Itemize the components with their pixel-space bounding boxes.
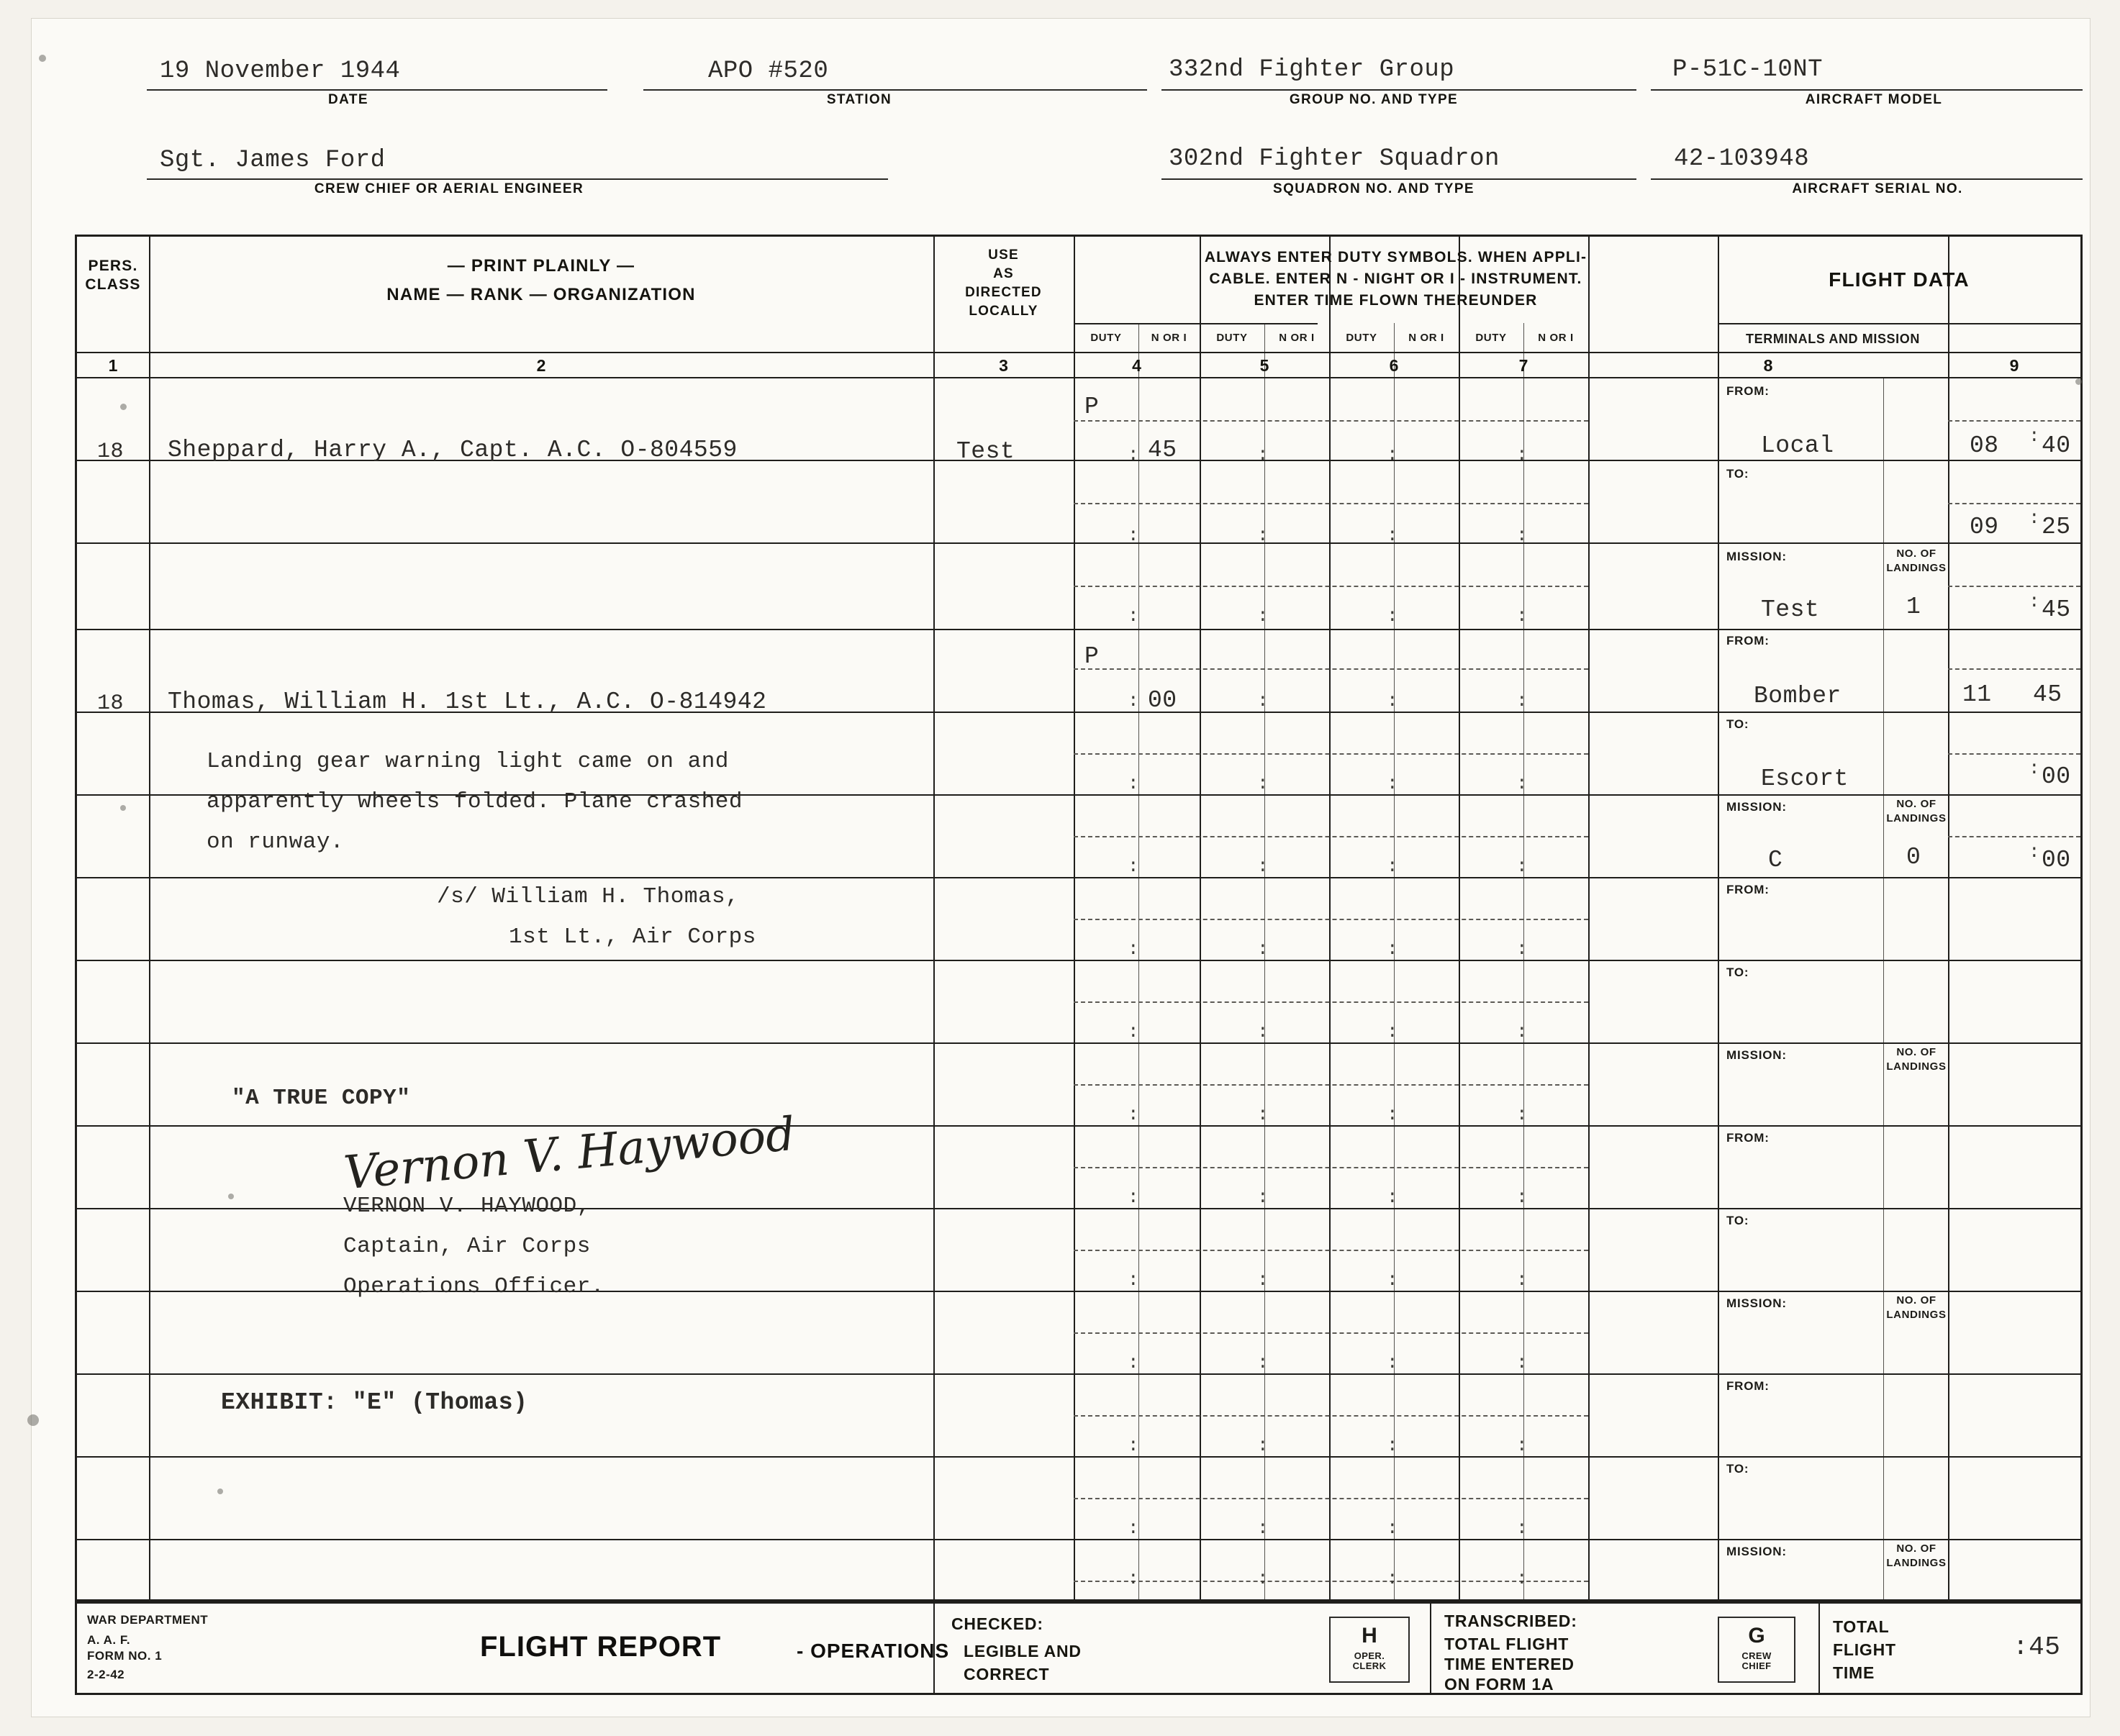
col-header-flight-data: FLIGHT DATA [1829, 268, 1970, 291]
dash-2a [1074, 668, 1588, 670]
entry-2-time-out-min: 45 [2033, 681, 2062, 708]
dash-5c [1074, 1581, 1588, 1582]
label-from-2: FROM: [1726, 634, 1770, 647]
colon-marker: : [1257, 773, 1269, 794]
form-line2: A. A. F. [87, 1633, 131, 1647]
aircraft-model-value: P-51C-10NT [1672, 56, 1824, 83]
label-to-5: TO: [1726, 1462, 1749, 1476]
col-sep-name [933, 237, 935, 1599]
group-value: 332nd Fighter Group [1169, 56, 1455, 83]
row-rule-1b [77, 542, 2080, 544]
colon-marker: : [1387, 1186, 1398, 1208]
remark-line-2: apparently wheels folded. Plane crashed [207, 789, 743, 814]
colon-marker: : [1257, 605, 1269, 627]
form-agency: WAR DEPARTMENT [87, 1613, 209, 1627]
colon-marker: : [1516, 773, 1528, 794]
colon-marker: : [1516, 1186, 1528, 1208]
dust-speck [39, 55, 46, 62]
colon-marker: : [1516, 938, 1528, 960]
entry-1-duty-symbol: P [1084, 394, 1100, 420]
aircraft-model-rule [1651, 89, 2083, 91]
numbers-row-rule [77, 352, 2080, 353]
label-to-2: TO: [1726, 717, 1749, 731]
header-bottom-rule [77, 377, 2080, 378]
form-footer [75, 1601, 2083, 1695]
colon-marker: : [1387, 1269, 1398, 1291]
colon-marker: : [1257, 938, 1269, 960]
colon-marker: : [1516, 1568, 1528, 1589]
col-header-pers-class-l2: CLASS [85, 276, 141, 293]
row-rule-5a [77, 1456, 2080, 1458]
crew-chief-stamp-line-2: CHIEF [1741, 1660, 1772, 1672]
label-landings-5a: NO. OF [1896, 1542, 1936, 1555]
colon-marker: : [1387, 605, 1398, 627]
flightdata-subhead-rule [1718, 323, 2080, 324]
dash-t1 [1948, 420, 2080, 422]
dash-2b [1074, 753, 1588, 755]
colon-marker: : [1387, 938, 1398, 960]
label-landings-1b: LANDINGS [1886, 562, 1947, 574]
col-number-6: 6 [1389, 356, 1399, 375]
colon-marker: : [1128, 1435, 1139, 1456]
colon-marker: : [1387, 1352, 1398, 1373]
entry-2-name: Thomas, William H. 1st Lt., A.C. O-814942 [168, 689, 767, 715]
col-number-8: 8 [1763, 356, 1773, 375]
transcribed-label: TRANSCRIBED: [1444, 1612, 1577, 1630]
col-header-use-l4: LOCALLY [969, 304, 1038, 319]
label-landings-4a: NO. OF [1896, 1294, 1936, 1306]
col-number-5: 5 [1259, 356, 1269, 375]
total-flight-time-line-2: FLIGHT [1833, 1640, 1896, 1659]
certifier-rank: Captain, Air Corps [343, 1234, 591, 1259]
colon-marker: : [1516, 444, 1528, 465]
col-subhead-duty-7: DUTY [1475, 332, 1507, 344]
colon-marker: : [1128, 1568, 1139, 1589]
col-sep-5b [1264, 323, 1265, 1599]
dash-t5 [1948, 753, 2080, 755]
transcribed-line-2: TIME ENTERED [1444, 1655, 1575, 1673]
serial-caption: AIRCRAFT SERIAL NO. [1792, 181, 1963, 196]
entry-1-time-in-hour: 09 [1970, 514, 1999, 540]
colon-marker: : [1128, 1021, 1139, 1042]
colon-marker: : [1516, 855, 1528, 877]
certifier-title: Operations Officer. [343, 1274, 604, 1299]
crew-chief-stamp-line-1: CREW [1741, 1650, 1772, 1661]
dash-t2 [1948, 503, 2080, 504]
dash-5a [1074, 1415, 1588, 1417]
col-subhead-nori-7: N OR I [1538, 332, 1574, 344]
form-date: 2-2-42 [87, 1668, 125, 1681]
checked-label: CHECKED: [951, 1614, 1043, 1633]
row-rule-5b [77, 1539, 2080, 1540]
total-flight-time-value: :45 [2013, 1632, 2061, 1662]
entry-1-time-flown: 45 [1148, 437, 1177, 463]
total-flight-time-line-3: TIME [1833, 1663, 1875, 1682]
dash-t3 [1948, 586, 2080, 587]
date-caption: DATE [328, 92, 368, 107]
col-sep-6b [1394, 323, 1395, 1599]
entry-2-landings: 0 [1906, 844, 1921, 871]
colon-marker: : [1128, 1517, 1139, 1539]
dash-4c [1074, 1332, 1588, 1334]
label-to-3: TO: [1726, 965, 1749, 979]
colon-marker: : [2029, 758, 2040, 779]
label-mission-5: MISSION: [1726, 1545, 1787, 1558]
colon-marker: : [1257, 1269, 1269, 1291]
label-mission-4: MISSION: [1726, 1296, 1787, 1310]
col-header-use-l1: USE [988, 247, 1019, 263]
dash-1b [1074, 503, 1588, 504]
station-rule [643, 89, 1147, 91]
colon-marker: : [1257, 1186, 1269, 1208]
squadron-value: 302nd Fighter Squadron [1169, 145, 1500, 173]
col-number-3: 3 [999, 356, 1008, 375]
aircraft-model-caption: AIRCRAFT MODEL [1805, 92, 1943, 107]
entry-2-from: Bomber [1754, 683, 1842, 709]
label-landings-3b: LANDINGS [1886, 1060, 1947, 1073]
entry-1-time-out-min: 40 [2042, 432, 2071, 459]
dash-2c [1074, 836, 1588, 837]
crew-chief-rule [147, 178, 888, 180]
row-rule-3a [77, 960, 2080, 961]
date-value: 19 November 1944 [160, 58, 401, 85]
footer-sep-3 [1818, 1604, 1820, 1693]
colon-marker: : [1387, 1435, 1398, 1456]
colon-marker: : [1257, 1104, 1269, 1125]
colon-marker: : [1257, 1021, 1269, 1042]
col-sep-pers [149, 237, 150, 1599]
dash-1c [1074, 586, 1588, 587]
colon-marker: : [1128, 1104, 1139, 1125]
form-sheet [32, 19, 2090, 1717]
colon-marker: : [1516, 1517, 1528, 1539]
duty-subhead-rule [1074, 323, 1318, 324]
entry-2-time-flown: 00 [1148, 687, 1177, 714]
row-rule-1c [77, 629, 2080, 630]
col-subhead-nori-5: N OR I [1279, 332, 1315, 344]
col-sep-4a [1200, 237, 1201, 1599]
label-landings-5b: LANDINGS [1886, 1557, 1947, 1569]
col-header-name-l2: NAME — RANK — ORGANIZATION [386, 285, 696, 304]
colon-marker: : [1257, 1568, 1269, 1589]
entry-1-time-in-min: 25 [2042, 514, 2071, 540]
colon-marker: : [1257, 1435, 1269, 1456]
group-caption: GROUP NO. AND TYPE [1289, 92, 1459, 107]
colon-marker: : [1128, 938, 1139, 960]
colon-marker: : [1516, 1269, 1528, 1291]
crew-chief-stamp [1718, 1617, 1795, 1683]
col-header-duty-l1: ALWAYS ENTER DUTY SYMBOLS. WHEN APPLI- [1204, 249, 1587, 265]
dash-4a [1074, 1167, 1588, 1168]
col-number-2: 2 [536, 356, 546, 375]
col-header-use-l2: AS [993, 266, 1014, 281]
colon-marker: : [1516, 1021, 1528, 1042]
entry-1-landings: 1 [1906, 594, 1921, 620]
col-header-name-l1: — PRINT PLAINLY — [447, 256, 635, 276]
colon-marker: : [1516, 1352, 1528, 1373]
flight-report-table [75, 235, 2083, 1601]
colon-marker: : [1516, 1435, 1528, 1456]
dash-5b [1074, 1498, 1588, 1499]
row-rule-2c [77, 877, 2080, 878]
label-landings-4b: LANDINGS [1886, 1309, 1947, 1321]
colon-marker: : [1387, 855, 1398, 877]
crew-chief-caption: CREW CHIEF OR AERIAL ENGINEER [314, 181, 584, 196]
col-subhead-duty-5: DUTY [1216, 332, 1248, 344]
checked-line-2: CORRECT [964, 1665, 1050, 1683]
remark-line-3: on runway. [207, 830, 345, 855]
dash-3a [1074, 919, 1588, 920]
label-landings-1a: NO. OF [1896, 547, 1936, 560]
dust-speck [120, 805, 126, 811]
col-number-9: 9 [2009, 356, 2019, 375]
colon-marker: : [2029, 841, 2040, 863]
checked-line-1: LEGIBLE AND [964, 1642, 1082, 1660]
dash-3b [1074, 1001, 1588, 1003]
station-value: APO #520 [708, 58, 829, 85]
dash-1a [1074, 420, 1588, 422]
label-from-4: FROM: [1726, 1131, 1770, 1145]
colon-marker: : [1387, 1104, 1398, 1125]
colon-marker: : [1387, 690, 1398, 712]
entry-1-name: Sheppard, Harry A., Capt. A.C. O-804559 [168, 437, 738, 463]
row-rule-4c [77, 1373, 2080, 1375]
col-subhead-duty-4: DUTY [1090, 332, 1122, 344]
colon-marker: : [1387, 773, 1398, 794]
label-landings-2b: LANDINGS [1886, 812, 1947, 824]
entry-2-to: Escort [1761, 765, 1849, 792]
label-mission-3: MISSION: [1726, 1048, 1787, 1062]
entry-1-time-out-hour: 08 [1970, 432, 1999, 459]
dust-speck [228, 1194, 234, 1199]
group-rule [1161, 89, 1636, 91]
label-from-3: FROM: [1726, 883, 1770, 896]
col-header-duty-l3: ENTER TIME FLOWN THEREUNDER [1254, 292, 1538, 309]
oper-clerk-stamp-letter: H [1362, 1624, 1377, 1648]
entry-2-time-in-min: 00 [2042, 763, 2071, 790]
crew-chief-value: Sgt. James Ford [160, 147, 386, 174]
label-landings-2a: NO. OF [1896, 798, 1936, 810]
colon-marker: : [2029, 591, 2040, 612]
dust-speck [120, 404, 127, 410]
total-flight-time-line-1: TOTAL [1833, 1617, 1890, 1636]
true-copy-statement: "A TRUE COPY" [232, 1086, 411, 1111]
colon-marker: : [1257, 444, 1269, 465]
colon-marker: : [1387, 1021, 1398, 1042]
col-header-pers-class-l1: PERS. [88, 258, 138, 274]
colon-marker: : [1387, 524, 1398, 546]
entry-2-mission: C [1768, 847, 1783, 873]
colon-marker: : [1128, 524, 1139, 546]
label-landings-3a: NO. OF [1896, 1046, 1936, 1058]
colon-marker: : [1257, 1352, 1269, 1373]
dust-speck [217, 1489, 223, 1494]
dash-4b [1074, 1250, 1588, 1251]
col-number-7: 7 [1518, 356, 1528, 375]
col-header-duty-l2: CABLE. ENTER N - NIGHT OR I - INSTRUMENT. [1209, 271, 1582, 287]
squadron-caption: SQUADRON NO. AND TYPE [1273, 181, 1475, 196]
col-sep-7b [1523, 323, 1524, 1599]
col-number-1: 1 [108, 356, 118, 375]
dust-speck [2075, 378, 2082, 385]
label-mission-2: MISSION: [1726, 800, 1787, 814]
col-sep-flightdata [1718, 237, 1719, 1599]
colon-marker: : [1257, 855, 1269, 877]
squadron-rule [1161, 178, 1636, 180]
col-sep-mission-landings [1883, 377, 1884, 1599]
colon-marker: : [1516, 1104, 1528, 1125]
col-sep-7 [1588, 237, 1590, 1599]
form-header [75, 47, 2061, 220]
colon-marker: : [1257, 1517, 1269, 1539]
colon-marker: : [2029, 507, 2040, 529]
hole-punch-mark [27, 1414, 39, 1426]
serial-rule [1651, 178, 2083, 180]
dash-3c [1074, 1084, 1588, 1086]
colon-marker: : [1128, 1186, 1139, 1208]
colon-marker: : [1387, 1517, 1398, 1539]
row-rule-3c [77, 1125, 2080, 1127]
entry-1-from: Local [1761, 432, 1834, 459]
col-sep-use [1074, 237, 1075, 1599]
col-subhead-duty-6: DUTY [1346, 332, 1377, 344]
remark-line-1: Landing gear warning light came on and [207, 749, 729, 774]
row-rule-3b [77, 1042, 2080, 1044]
colon-marker: : [1128, 1269, 1139, 1291]
form-title: FLIGHT REPORT [480, 1631, 722, 1663]
footer-sep-2 [1430, 1604, 1431, 1693]
transcribed-line-1: TOTAL FLIGHT [1444, 1635, 1569, 1653]
label-to-1: TO: [1726, 467, 1749, 481]
transcribed-line-3: ON FORM 1A [1444, 1675, 1554, 1694]
col-header-use-l3: DIRECTED [965, 285, 1042, 300]
thomas-signature-line-2: 1st Lt., Air Corps [509, 924, 756, 950]
col-sep-4b [1138, 323, 1139, 1599]
col-subhead-nori-4: N OR I [1151, 332, 1187, 344]
colon-marker: : [1516, 605, 1528, 627]
oper-clerk-stamp-line-2: CLERK [1352, 1660, 1387, 1672]
entry-2-pers-class: 18 [97, 691, 124, 716]
colon-marker: : [1257, 690, 1269, 712]
col-sep-6 [1459, 237, 1460, 1599]
col-sep-5 [1329, 237, 1331, 1599]
label-from-1: FROM: [1726, 384, 1770, 398]
colon-marker: : [1128, 1352, 1139, 1373]
colon-marker: : [1387, 444, 1398, 465]
entry-1-pers-class: 18 [97, 440, 124, 464]
colon-marker: : [1128, 605, 1139, 627]
entry-2-time-out-hour: 11 [1962, 681, 1992, 708]
label-from-5: FROM: [1726, 1379, 1770, 1393]
colon-marker: : [1128, 690, 1139, 712]
col-subhead-nori-6: N OR I [1408, 332, 1444, 344]
exhibit-label: EXHIBIT: "E" (Thomas) [221, 1389, 528, 1416]
colon-marker: : [1516, 690, 1528, 712]
colon-marker: : [1387, 1568, 1398, 1589]
col-subhead-terminals: TERMINALS AND MISSION [1746, 332, 1920, 346]
col-number-4: 4 [1132, 356, 1141, 375]
crew-chief-stamp-letter: G [1748, 1624, 1765, 1648]
form-number: FORM NO. 1 [87, 1649, 163, 1663]
colon-marker: : [1257, 524, 1269, 546]
form-title-suffix: - OPERATIONS [797, 1640, 950, 1662]
thomas-signature-line-1: /s/ William H. Thomas, [437, 884, 740, 909]
colon-marker: : [1516, 524, 1528, 546]
col-sep-landings [1948, 237, 1949, 1599]
entry-2-duty-symbol: P [1084, 643, 1100, 670]
entry-2-total: 00 [2042, 847, 2071, 873]
haywood-handwritten-signature: Vernon V. Haywood [341, 1107, 797, 1201]
oper-clerk-stamp [1329, 1617, 1410, 1683]
certifier-name: VERNON V. HAYWOOD, [343, 1194, 591, 1219]
label-to-4: TO: [1726, 1214, 1749, 1227]
serial-value: 42-103948 [1674, 145, 1810, 173]
dash-t6 [1948, 836, 2080, 837]
colon-marker: : [1128, 444, 1139, 465]
entry-1-use-as-directed: Test [956, 438, 1015, 465]
colon-marker: : [1128, 773, 1139, 794]
entry-1-total: 45 [2042, 596, 2071, 623]
colon-marker: : [2029, 425, 2040, 447]
date-rule [147, 89, 607, 91]
dash-t4 [1948, 668, 2080, 670]
station-caption: STATION [826, 92, 892, 107]
oper-clerk-stamp-line-1: OPER. [1354, 1650, 1385, 1661]
entry-1-mission: Test [1761, 596, 1820, 623]
colon-marker: : [1128, 855, 1139, 877]
label-mission-1: MISSION: [1726, 550, 1787, 563]
